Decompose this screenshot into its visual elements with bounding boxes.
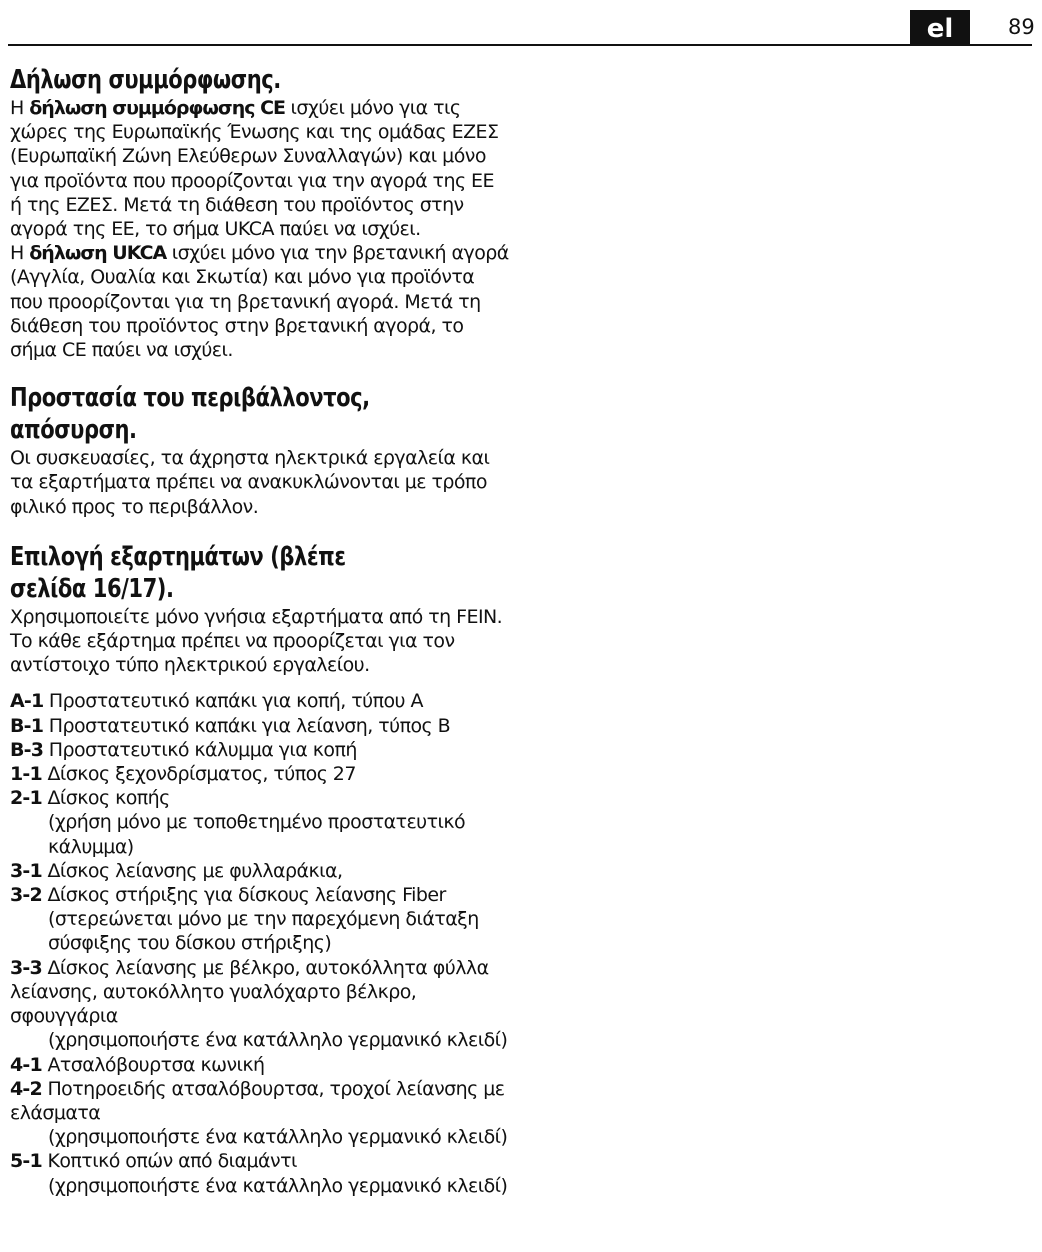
item-label: Ατσαλόβουρτσα κωνική — [47, 1053, 265, 1076]
item-code: 2-1 — [10, 787, 42, 810]
list-item — [10, 738, 510, 762]
list-item — [10, 762, 510, 786]
list-item — [10, 1053, 510, 1077]
item-label: Δίσκος ξεχονδρίσματος, τύπος 27 — [47, 763, 356, 786]
item-code: B-3 — [10, 738, 44, 761]
item-code: A-1 — [10, 690, 44, 713]
accessories-list — [10, 689, 510, 1197]
item-code: 3-3 — [10, 956, 42, 979]
item-label: Δίσκος λείανσης με βέλκρο, αυτοκόλλητα φύλλα λείανσης, αυτοκόλλητο γυαλόχαρτο βέλκρο, σφουγγάρια — [10, 956, 489, 1028]
header-divider — [8, 44, 1032, 46]
heading-line: Προστασία του περιβάλλοντος, — [10, 383, 370, 414]
text-fragment: Η — [10, 97, 30, 119]
item-note: (χρήση μόνο με τοποθετημένο προστατευτικό κάλυμμα) — [48, 811, 466, 858]
list-item — [10, 1149, 510, 1197]
item-label: Δίσκος στήριξης για δίσκους λείανσης Fiber — [47, 884, 446, 907]
item-code: 5-1 — [10, 1150, 42, 1173]
item-label: Δίσκος κοπής — [47, 787, 170, 810]
item-label: Δίσκος λείανσης με φυλλαράκια, — [47, 859, 343, 882]
list-item — [10, 786, 510, 859]
page-number: 89 — [1008, 15, 1035, 39]
item-label: Προστατευτικό καπάκι για λείανση, τύπος B — [48, 714, 451, 737]
text-fragment: ισχύει μόνο για την βρετανική αγορά (Αγγλία, Ουαλία και Σκωτία) και μόνο για προϊόντα που προορίζονται για τη βρετανική αγορά. Μετά τη διάθεση του προϊόντος στην βρετανική αγορά, το σήμα CE παύει να ισχύει. — [10, 242, 509, 362]
item-label: Προστατευτικό κάλυμμα για κοπή — [48, 738, 357, 761]
item-code: B-1 — [10, 714, 44, 737]
environment-paragraph: Οι συσκευασίες, τα άχρηστα ηλεκτρικά εργαλεία και τα εξαρτήματα πρέπει να ανακυκλώνονται με τρόπο φιλικό προς το περιβάλλον. — [10, 447, 490, 518]
declaration-heading: Δήλωση συμμόρφωσης. — [10, 65, 281, 95]
language-badge: el — [910, 10, 970, 46]
declaration-ce-paragraph — [10, 96, 510, 241]
text-fragment: Η — [10, 242, 30, 265]
accessories-paragraph: Χρησιμοποιείτε μόνο γνήσια εξαρτήματα από τη FEIN. Το κάθε εξάρτημα πρέπει να προορίζεται για τον αντίστοιχο τύπο ηλεκτρικού εργαλείου. — [10, 605, 503, 677]
heading-line: σελίδα 16/17). — [10, 573, 174, 604]
item-code: 3-1 — [10, 859, 42, 882]
list-item — [10, 859, 510, 883]
ce-declaration-term: δήλωση συμμόρφωσης CE — [29, 97, 286, 119]
declaration-ukca-paragraph — [10, 241, 510, 362]
item-code: 4-2 — [10, 1077, 42, 1100]
item-code: 3-2 — [10, 884, 42, 907]
heading-line: απόσυρση. — [10, 415, 137, 446]
item-label: Ποτηροειδής ατσαλόβουρτσα, τροχοί λείανσης με ελάσματα — [10, 1077, 505, 1124]
item-note: (χρησιμοποιήστε ένα κατάλληλο γερμανικό κλειδί) — [48, 1126, 508, 1149]
list-item — [10, 1077, 510, 1150]
item-note: (χρησιμοποιήστε ένα κατάλληλο γερμανικό κλειδί) — [48, 1029, 508, 1052]
list-item — [10, 714, 510, 738]
item-note: (στερεώνεται μόνο με την παρεχόμενη διάταξη σύσφιξης του δίσκου στήριξης) — [48, 908, 479, 955]
ukca-declaration-term: δήλωση UKCA — [29, 242, 167, 265]
accessories-heading — [10, 541, 460, 605]
list-item — [10, 956, 510, 1053]
environment-heading — [10, 382, 460, 446]
item-note: (χρησιμοποιήστε ένα κατάλληλο γερμανικό κλειδί) — [48, 1174, 508, 1197]
text-fragment: ισχύει μόνο για τις χώρες της Ευρωπαϊκής Ένωσης και της ομάδας ΕΖΕΣ (Ευρωπαϊκή Ζώνη Ελεύθερων Συναλλαγών) και μόνο για προϊόντα που προορίζονται για την αγορά της ΕΕ ή της ΕΖΕΣ. Μετά τη διάθεση του προϊόντος στην αγορά της ΕΕ, το σήμα UKCA παύει να ισχύει. — [10, 97, 499, 241]
item-code: 4-1 — [10, 1053, 42, 1076]
item-label: Προστατευτικό καπάκι για κοπή, τύπου A — [48, 690, 423, 713]
item-label: Κοπτικό οπών από διαμάντι — [47, 1150, 297, 1173]
list-item — [10, 689, 510, 713]
item-code: 1-1 — [10, 763, 42, 786]
page-content — [10, 64, 510, 1198]
list-item — [10, 883, 510, 956]
heading-line: Επιλογή εξαρτημάτων (βλέπε — [10, 541, 346, 572]
